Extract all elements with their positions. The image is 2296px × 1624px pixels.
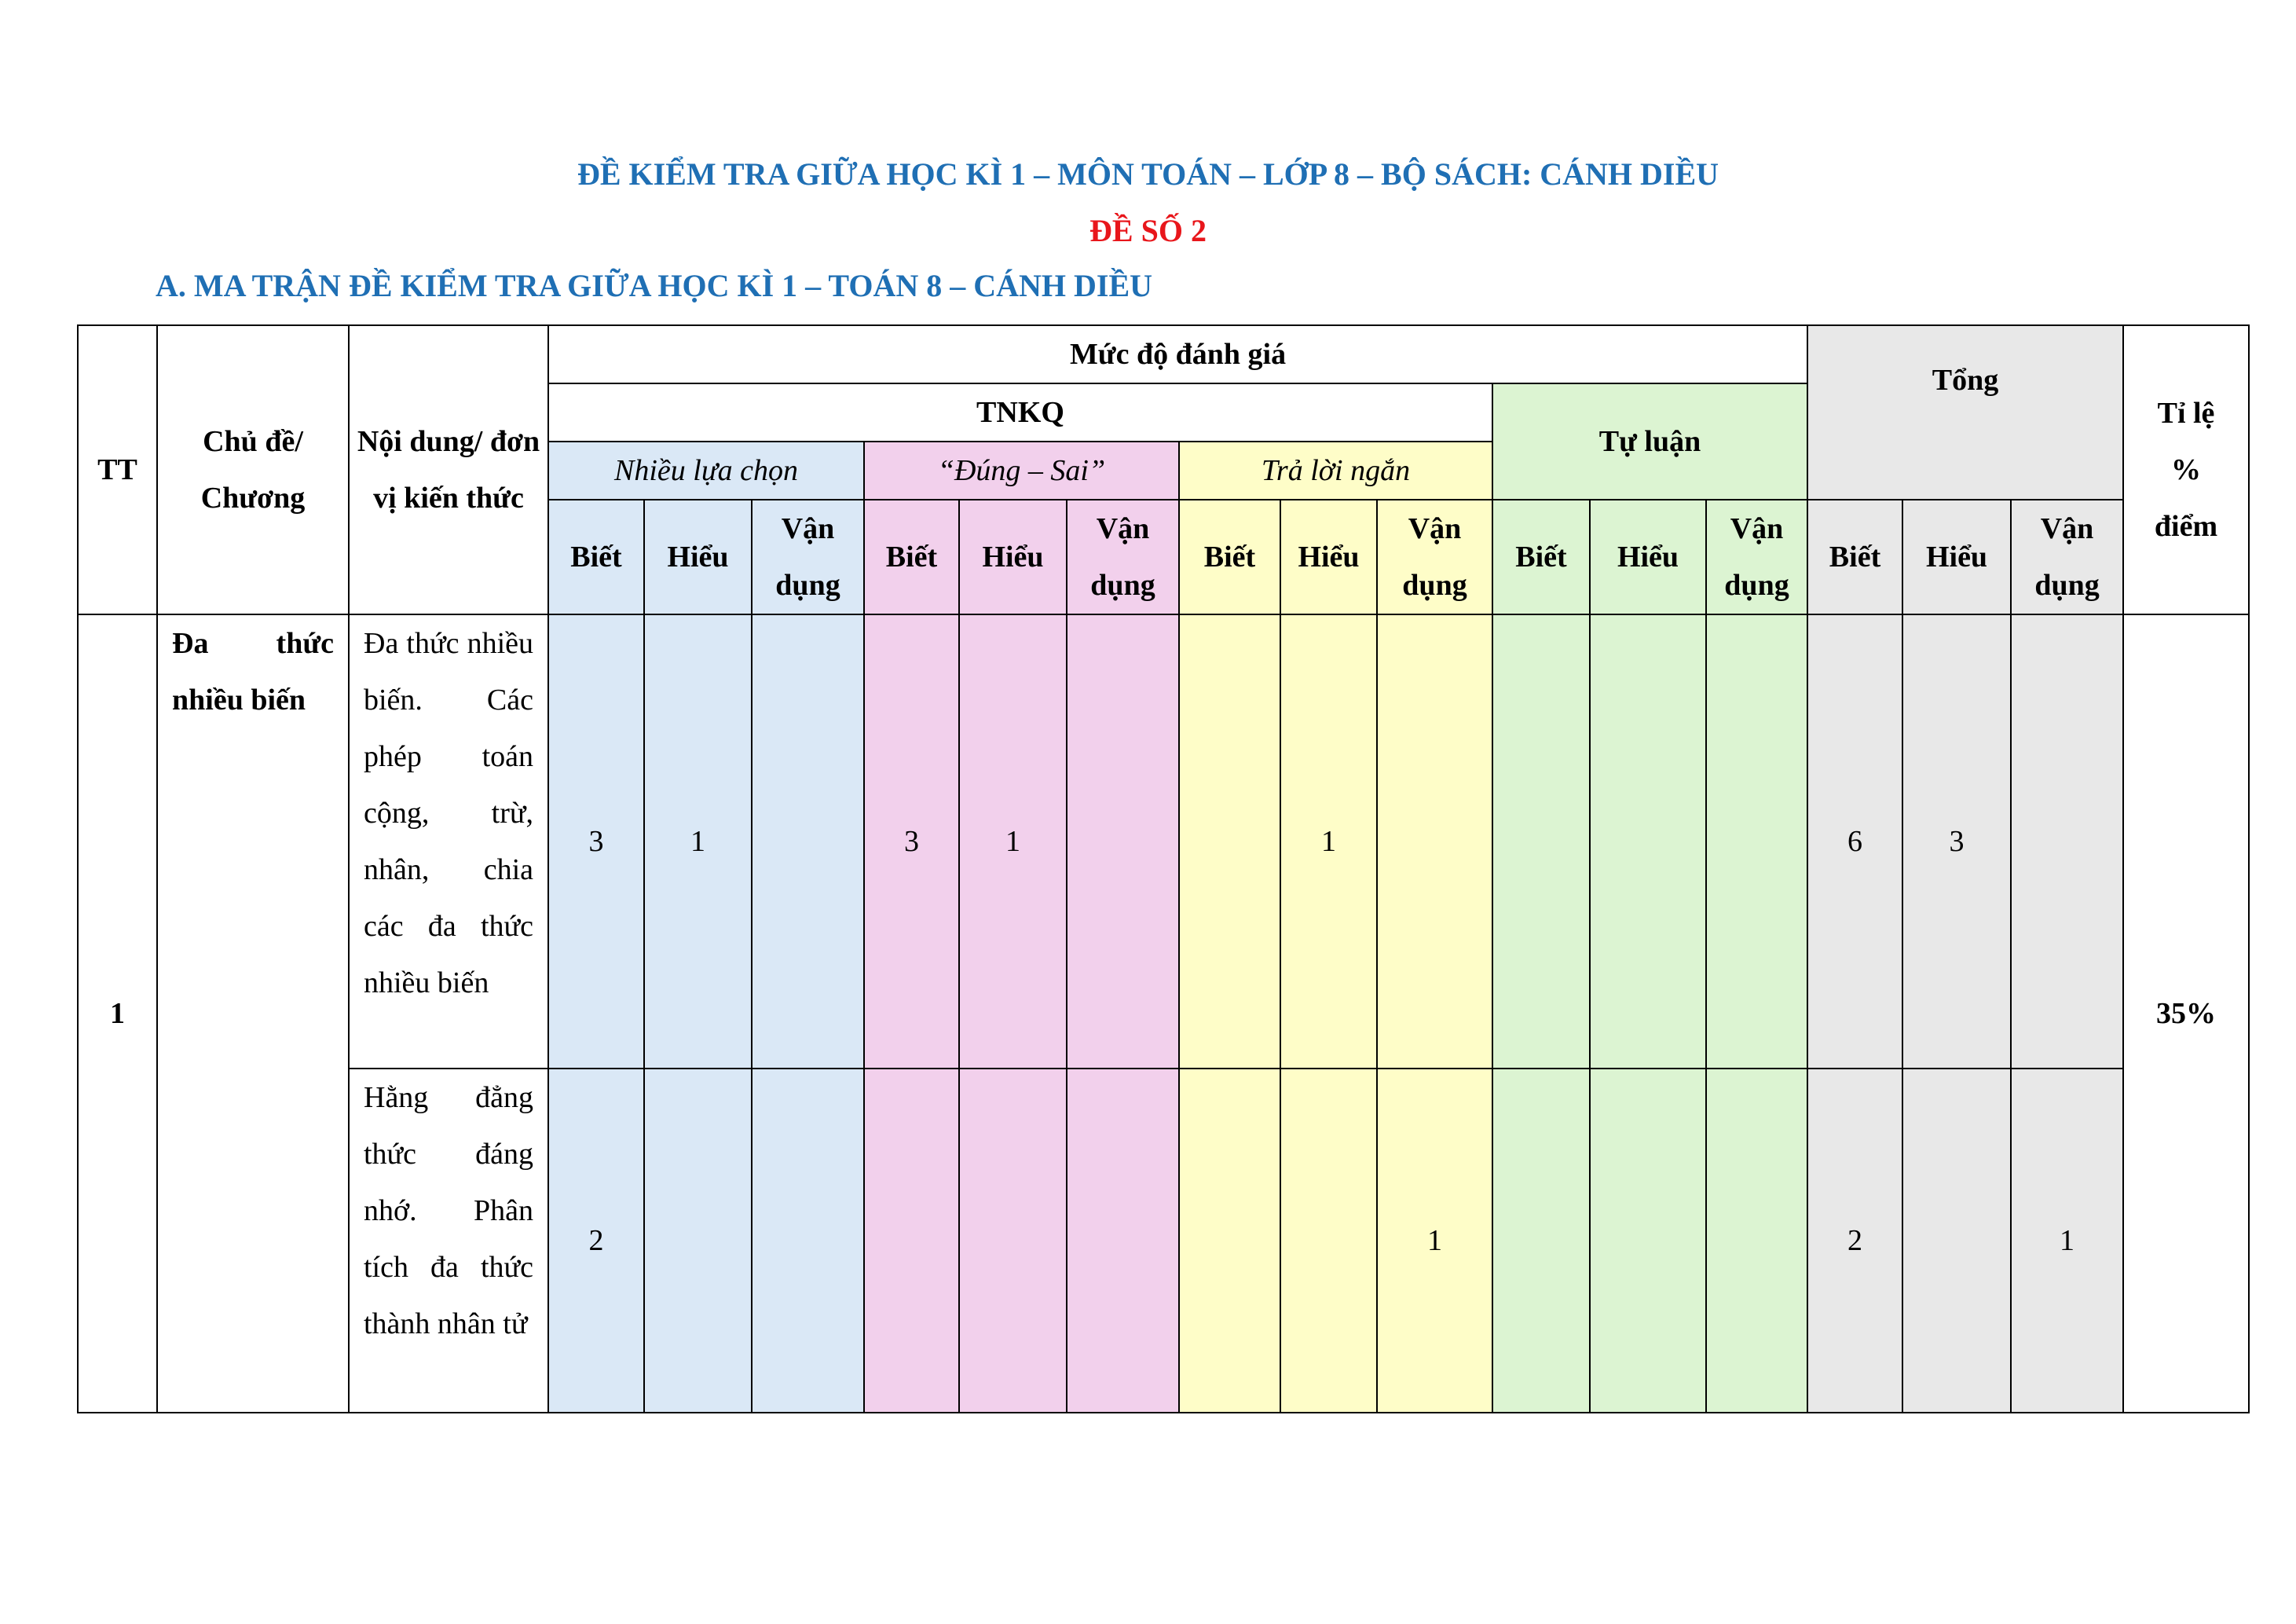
value-cell bbox=[2011, 614, 2123, 1069]
assessment-matrix-table bbox=[77, 324, 2250, 1413]
value-cell bbox=[1902, 1069, 2011, 1413]
subheader-hieu: Hiểu bbox=[1280, 500, 1377, 614]
value-cell: 3 bbox=[1902, 614, 2011, 1069]
subheader-hieu: Hiểu bbox=[644, 500, 752, 614]
subheader-hieu: Hiểu bbox=[959, 500, 1067, 614]
value-cell bbox=[752, 1069, 864, 1413]
value-cell: 1 bbox=[2011, 1069, 2123, 1413]
content-cell: Hằng đẳng thức đáng nhớ. Phân tích đa thức thành nhân tử bbox=[349, 1069, 548, 1413]
value-cell bbox=[644, 1069, 752, 1413]
value-cell bbox=[959, 1069, 1067, 1413]
header-assessment-level: Mức độ đánh giá bbox=[548, 325, 1807, 383]
value-cell: 2 bbox=[1807, 1069, 1902, 1413]
subheader-van-dung: Vận dụng bbox=[1706, 500, 1807, 614]
value-cell: 1 bbox=[644, 614, 752, 1069]
header-true-false: “Đúng – Sai” bbox=[864, 442, 1179, 500]
value-cell bbox=[1706, 614, 1807, 1069]
value-cell: 1 bbox=[1280, 614, 1377, 1069]
content-cell: Đa thức nhiều biến. Các phép toán cộng, trừ, nhân, chia các đa thức nhiều biến bbox=[349, 614, 548, 1069]
value-cell: 1 bbox=[959, 614, 1067, 1069]
subheader-hieu: Hiểu bbox=[1902, 500, 2011, 614]
value-cell: 6 bbox=[1807, 614, 1902, 1069]
subheader-hieu: Hiểu bbox=[1590, 500, 1706, 614]
header-multiple-choice: Nhiều lựa chọn bbox=[548, 442, 864, 500]
subheader-van-dung: Vận dụng bbox=[1377, 500, 1492, 614]
table-row bbox=[78, 614, 2249, 1069]
value-cell bbox=[864, 1069, 959, 1413]
header-short-answer: Trả lời ngắn bbox=[1179, 442, 1492, 500]
value-cell: 2 bbox=[548, 1069, 644, 1413]
value-cell bbox=[1590, 1069, 1706, 1413]
subheader-biet: Biết bbox=[548, 500, 644, 614]
subheader-van-dung: Vận dụng bbox=[2011, 500, 2123, 614]
subheader-biet: Biết bbox=[1492, 500, 1590, 614]
subheader-biet: Biết bbox=[864, 500, 959, 614]
exam-number: ĐỀ SỐ 2 bbox=[1089, 213, 1207, 248]
section-heading: A. MA TRẬN ĐỀ KIỂM TRA GIỮA HỌC KÌ 1 – TOÁN 8 – CÁNH DIỀU bbox=[156, 268, 1153, 303]
header-ratio: Tỉ lệ % điểm bbox=[2123, 325, 2249, 614]
value-cell bbox=[1492, 614, 1590, 1069]
value-cell: 3 bbox=[548, 614, 644, 1069]
header-content: Nội dung/ đơn vị kiến thức bbox=[349, 325, 548, 614]
value-cell bbox=[1706, 1069, 1807, 1413]
value-cell bbox=[752, 614, 864, 1069]
header-tnkq: TNKQ bbox=[548, 383, 1492, 442]
header-topic: Chủ đề/ Chương bbox=[157, 325, 349, 614]
value-cell bbox=[1492, 1069, 1590, 1413]
value-cell: 3 bbox=[864, 614, 959, 1069]
value-cell bbox=[1067, 614, 1179, 1069]
table-row bbox=[78, 1069, 2249, 1413]
header-tt: TT bbox=[78, 325, 157, 614]
value-cell bbox=[1590, 614, 1706, 1069]
value-cell: 1 bbox=[1377, 1069, 1492, 1413]
value-cell bbox=[1067, 1069, 1179, 1413]
value-cell bbox=[1377, 614, 1492, 1069]
subheader-biet: Biết bbox=[1807, 500, 1902, 614]
subheader-biet: Biết bbox=[1179, 500, 1280, 614]
row-number: 1 bbox=[78, 614, 157, 1413]
value-cell bbox=[1179, 614, 1280, 1069]
value-cell bbox=[1179, 1069, 1280, 1413]
subheader-van-dung: Vận dụng bbox=[1067, 500, 1179, 614]
value-cell bbox=[1280, 1069, 1377, 1413]
document-title: ĐỀ KIỂM TRA GIỮA HỌC KÌ 1 – MÔN TOÁN – LỚP 8 – BỘ SÁCH: CÁNH DIỀU bbox=[577, 156, 1719, 192]
ratio-cell: 35% bbox=[2123, 614, 2249, 1413]
header-essay: Tự luận bbox=[1492, 383, 1807, 500]
topic-cell: Đa thức nhiều biến bbox=[157, 614, 349, 1413]
header-total: Tổng bbox=[1807, 325, 2123, 500]
subheader-van-dung: Vận dụng bbox=[752, 500, 864, 614]
